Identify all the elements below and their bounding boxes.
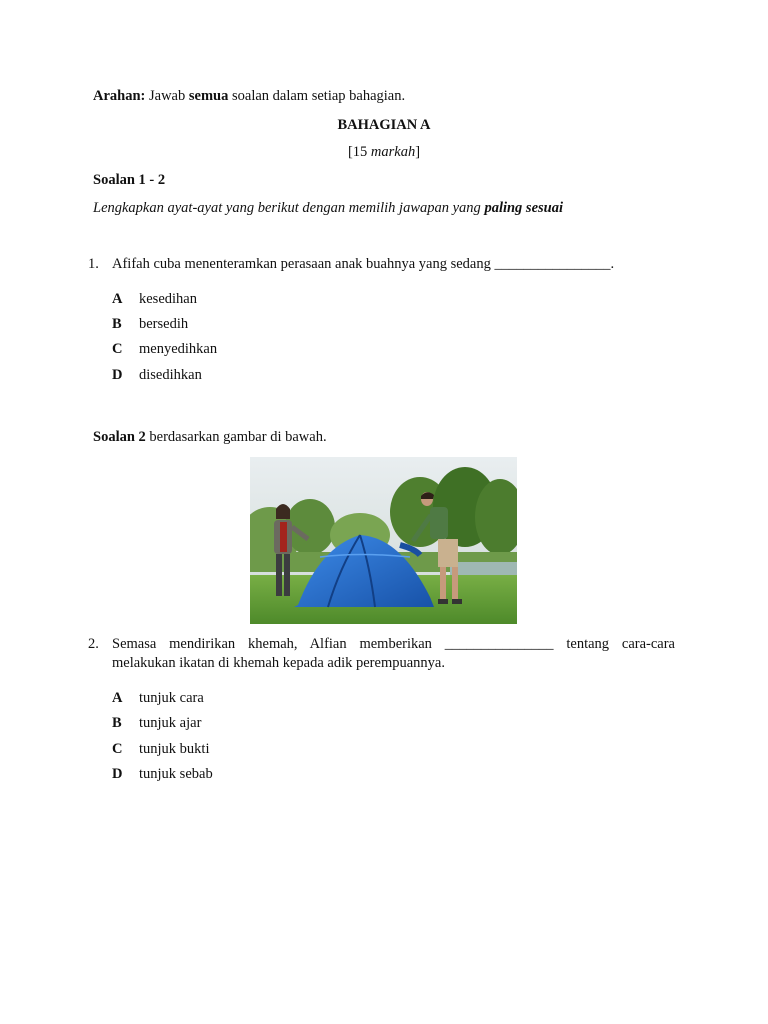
marks-word: markah [370, 144, 416, 160]
group-1-instruction-emphasis: paling sesuai [484, 200, 563, 216]
option-text: menyedihkan [139, 341, 218, 357]
question-1-text: Afifah cuba menenteramkan perasaan anak buahnya yang sedang ________________. [112, 256, 615, 272]
section-marks [0, 144, 768, 161]
option-text: tunjuk bukti [139, 741, 210, 757]
option-text: bersedih [139, 316, 189, 332]
group-1-heading: Soalan 1 - 2 [93, 172, 166, 188]
marks-close: ] [415, 144, 421, 160]
group-2-heading-rest: berdasarkan gambar di bawah. [145, 429, 327, 445]
camping-illustration [250, 457, 517, 624]
marks-open: [15 [347, 144, 371, 160]
option-text: disedihkan [139, 367, 202, 383]
camping-photo [250, 457, 517, 624]
instruction-emphasis: semua [188, 88, 229, 104]
option-letter: A [112, 291, 123, 307]
option-text: tunjuk sebab [139, 766, 213, 782]
option-letter: C [112, 341, 123, 357]
question-2-line-2: melakukan ikatan di khemah kepada adik perempuannya. [112, 655, 445, 671]
option-text: tunjuk cara [139, 690, 204, 706]
group-1-instruction [93, 200, 563, 217]
question-1-number: 1. [88, 256, 99, 272]
group-2-heading-bold: Soalan 2 [93, 429, 146, 445]
option-letter: B [112, 715, 122, 731]
option-letter: C [112, 741, 123, 757]
question-2-line-1: Semasa mendirikan khemah, Alfian memberikan _______________ tentang cara-cara [112, 636, 675, 652]
instruction-line [93, 88, 405, 105]
option-text: kesedihan [139, 291, 197, 307]
option-letter: A [112, 690, 123, 706]
option-letter: D [112, 766, 123, 782]
option-letter: D [112, 367, 123, 383]
instruction-label: Arahan: [93, 88, 146, 104]
group-1-instruction-text: Lengkapkan ayat-ayat yang berikut dengan memilih jawapan yang [93, 200, 485, 216]
option-letter: B [112, 316, 122, 332]
option-text: tunjuk ajar [139, 715, 202, 731]
instruction-text-2: soalan dalam setiap bahagian. [228, 88, 406, 104]
section-title: BAHAGIAN A [337, 117, 431, 133]
instruction-text-1: Jawab [149, 88, 189, 104]
group-2-heading [93, 429, 327, 446]
question-2-number: 2. [88, 636, 99, 652]
